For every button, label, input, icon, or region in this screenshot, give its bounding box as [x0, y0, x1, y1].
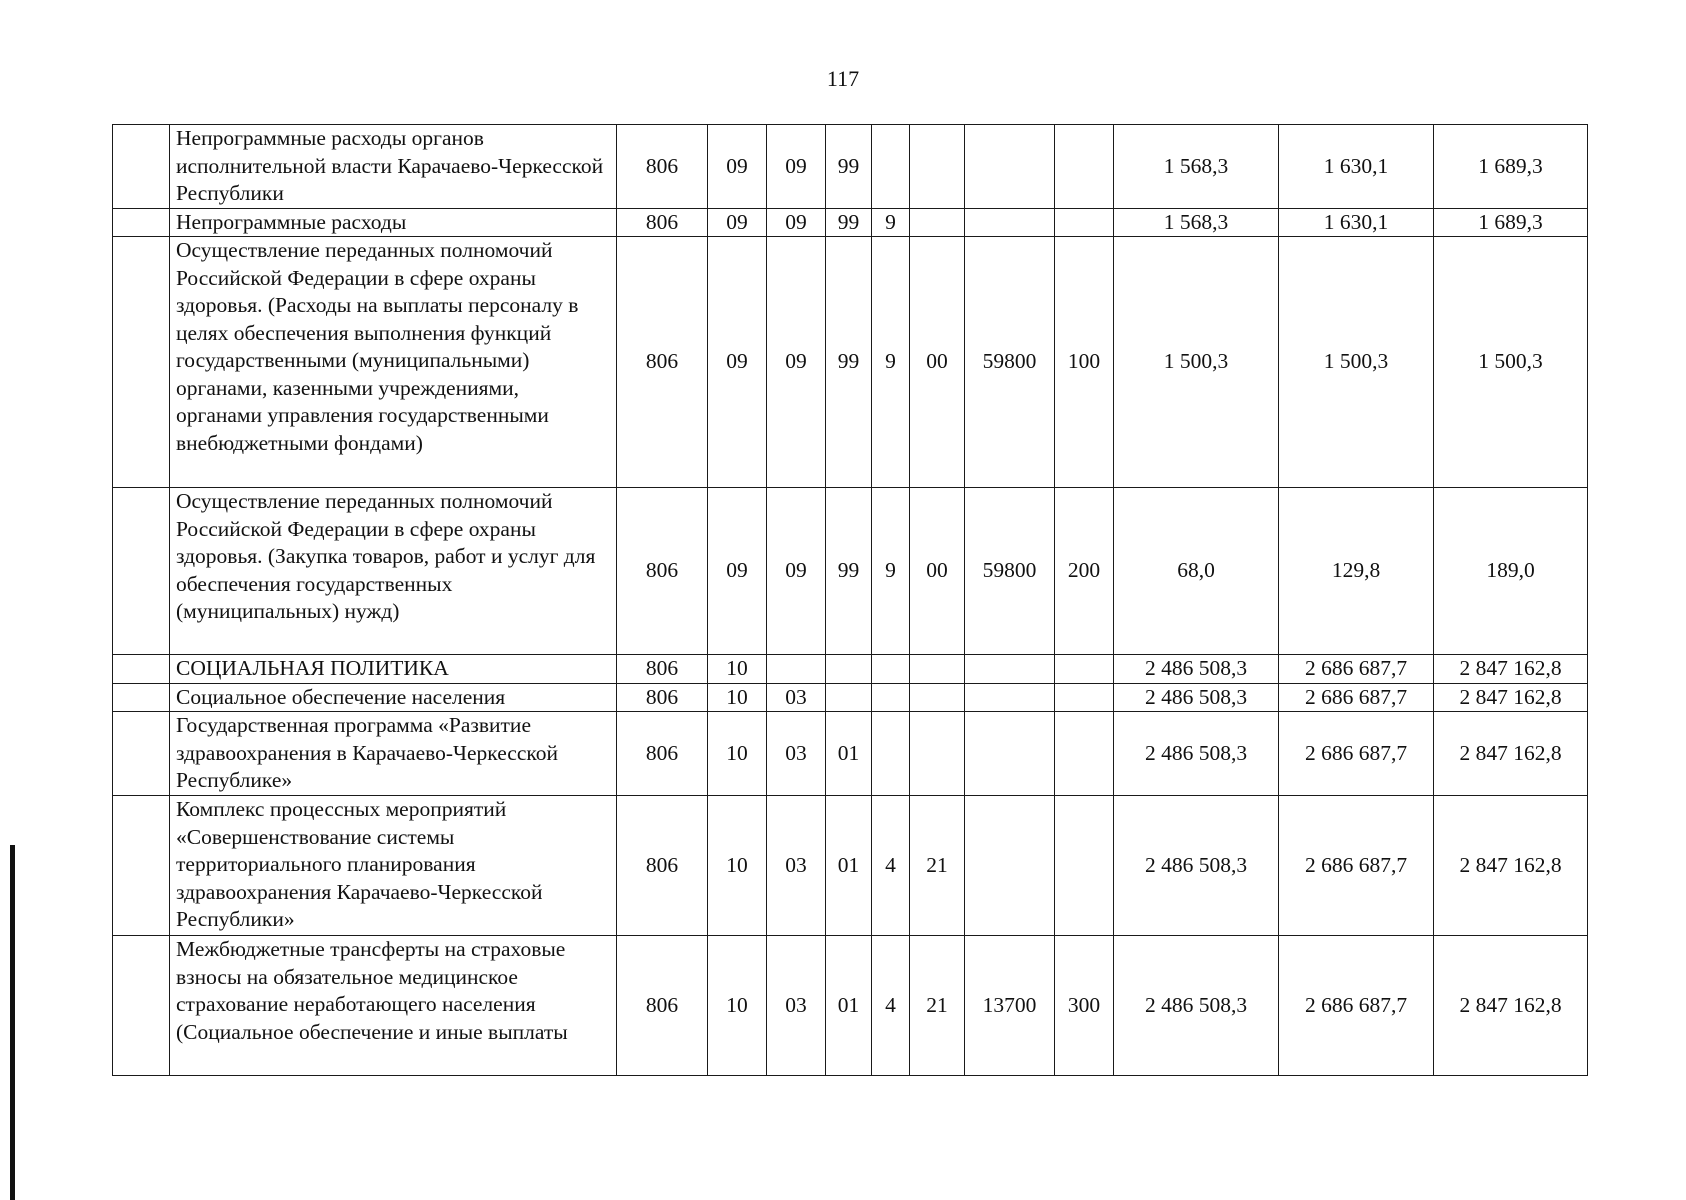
code-cell: 10: [708, 683, 767, 712]
code-cell: 99: [826, 208, 872, 237]
amount-cell: 2 847 162,8: [1434, 655, 1588, 684]
amount-cell: 2 686 687,7: [1279, 712, 1434, 796]
amount-cell: 1 689,3: [1434, 125, 1588, 209]
amount-cell: 2 686 687,7: [1279, 936, 1434, 1076]
code-cell: [1055, 208, 1114, 237]
code-cell: [767, 655, 826, 684]
code-cell: 01: [826, 936, 872, 1076]
amount-cell: 1 689,3: [1434, 208, 1588, 237]
code-cell: [1055, 796, 1114, 936]
code-cell: [965, 125, 1055, 209]
row-index-cell: [113, 488, 170, 655]
code-cell: [910, 655, 965, 684]
row-index-cell: [113, 655, 170, 684]
row-index-cell: [113, 208, 170, 237]
code-cell: [965, 712, 1055, 796]
code-cell: 99: [826, 125, 872, 209]
amount-cell: 2 686 687,7: [1279, 683, 1434, 712]
amount-cell: 1 500,3: [1434, 237, 1588, 488]
table-row: [113, 936, 1588, 1076]
code-cell: 806: [617, 488, 708, 655]
amount-cell: 2 486 508,3: [1114, 936, 1279, 1076]
code-cell: 09: [708, 125, 767, 209]
code-cell: [872, 712, 910, 796]
code-cell: 300: [1055, 936, 1114, 1076]
amount-cell: 2 686 687,7: [1279, 796, 1434, 936]
code-cell: [1055, 125, 1114, 209]
row-description: Непрограммные расходы органов исполнительной власти Карачаево-Черкесской Республики: [170, 125, 617, 209]
code-cell: [1055, 655, 1114, 684]
amount-cell: 2 847 162,8: [1434, 683, 1588, 712]
row-description: Социальное обеспечение населения: [170, 683, 617, 712]
code-cell: 9: [872, 208, 910, 237]
amount-cell: 2 486 508,3: [1114, 712, 1279, 796]
code-cell: 21: [910, 936, 965, 1076]
row-description: Осуществление переданных полномочий Российской Федерации в сфере охраны здоровья. (Расходы на выплаты персоналу в целях обеспечения выполнения функций государственными (муниципальными) органами, казенными учреждениями, органами управления государственными внебюджетными фондами): [170, 237, 617, 488]
code-cell: 59800: [965, 488, 1055, 655]
code-cell: 01: [826, 712, 872, 796]
amount-cell: 2 486 508,3: [1114, 683, 1279, 712]
code-cell: [872, 125, 910, 209]
amount-cell: 2 486 508,3: [1114, 655, 1279, 684]
row-description: Осуществление переданных полномочий Российской Федерации в сфере охраны здоровья. (Закупка товаров, работ и услуг для обеспечения государственных (муниципальных) нужд): [170, 488, 617, 655]
row-description: Межбюджетные трансферты на страховые взносы на обязательное медицинское страхование неработающего населения (Социальное обеспечение и иные выплаты: [170, 936, 617, 1076]
code-cell: 806: [617, 655, 708, 684]
row-index-cell: [113, 712, 170, 796]
scan-edge-mark: [10, 845, 15, 1200]
code-cell: 806: [617, 683, 708, 712]
code-cell: 806: [617, 712, 708, 796]
code-cell: [1055, 712, 1114, 796]
code-cell: [1055, 683, 1114, 712]
code-cell: 03: [767, 712, 826, 796]
code-cell: [965, 655, 1055, 684]
code-cell: 806: [617, 237, 708, 488]
amount-cell: 129,8: [1279, 488, 1434, 655]
code-cell: 09: [708, 488, 767, 655]
table-row: [113, 237, 1588, 488]
row-description: Государственная программа «Развитие здравоохранения в Карачаево-Черкесской Республике»: [170, 712, 617, 796]
code-cell: [965, 683, 1055, 712]
amount-cell: 2 847 162,8: [1434, 936, 1588, 1076]
table-row: [113, 208, 1588, 237]
amount-cell: 2 486 508,3: [1114, 796, 1279, 936]
code-cell: [910, 125, 965, 209]
code-cell: 00: [910, 488, 965, 655]
code-cell: [910, 683, 965, 712]
row-index-cell: [113, 683, 170, 712]
code-cell: 99: [826, 488, 872, 655]
code-cell: [910, 712, 965, 796]
row-index-cell: [113, 936, 170, 1076]
table-row: [113, 655, 1588, 684]
code-cell: 13700: [965, 936, 1055, 1076]
code-cell: 09: [767, 237, 826, 488]
code-cell: 806: [617, 208, 708, 237]
code-cell: [872, 655, 910, 684]
code-cell: 01: [826, 796, 872, 936]
page-number: 117: [826, 66, 860, 91]
code-cell: 00: [910, 237, 965, 488]
row-description: Комплекс процессных мероприятий «Совершенствование системы территориального планирования здравоохранения Карачаево-Черкесской Республики»: [170, 796, 617, 936]
code-cell: 806: [617, 936, 708, 1076]
code-cell: 100: [1055, 237, 1114, 488]
code-cell: [826, 683, 872, 712]
row-description: СОЦИАЛЬНАЯ ПОЛИТИКА: [170, 655, 617, 684]
code-cell: 10: [708, 655, 767, 684]
row-index-cell: [113, 796, 170, 936]
amount-cell: 1 630,1: [1279, 125, 1434, 209]
code-cell: 03: [767, 936, 826, 1076]
table-row: [113, 683, 1588, 712]
code-cell: 9: [872, 237, 910, 488]
code-cell: 09: [767, 208, 826, 237]
code-cell: [965, 208, 1055, 237]
code-cell: 09: [708, 237, 767, 488]
amount-cell: 1 630,1: [1279, 208, 1434, 237]
amount-cell: 1 500,3: [1279, 237, 1434, 488]
amount-cell: 189,0: [1434, 488, 1588, 655]
code-cell: [872, 683, 910, 712]
code-cell: 806: [617, 796, 708, 936]
budget-table: [112, 124, 1588, 1076]
amount-cell: 1 500,3: [1114, 237, 1279, 488]
code-cell: 4: [872, 936, 910, 1076]
table-row: [113, 125, 1588, 209]
row-index-cell: [113, 125, 170, 209]
code-cell: 99: [826, 237, 872, 488]
amount-cell: 68,0: [1114, 488, 1279, 655]
code-cell: 9: [872, 488, 910, 655]
amount-cell: 1 568,3: [1114, 208, 1279, 237]
code-cell: [826, 655, 872, 684]
code-cell: 10: [708, 936, 767, 1076]
code-cell: 09: [767, 488, 826, 655]
amount-cell: 2 847 162,8: [1434, 796, 1588, 936]
amount-cell: 2 847 162,8: [1434, 712, 1588, 796]
table-row: [113, 712, 1588, 796]
amount-cell: 2 686 687,7: [1279, 655, 1434, 684]
table-row: [113, 488, 1588, 655]
table-body: [113, 125, 1588, 1076]
code-cell: 10: [708, 796, 767, 936]
code-cell: 03: [767, 683, 826, 712]
row-description: Непрограммные расходы: [170, 208, 617, 237]
code-cell: 09: [708, 208, 767, 237]
code-cell: [965, 796, 1055, 936]
code-cell: 4: [872, 796, 910, 936]
code-cell: 200: [1055, 488, 1114, 655]
code-cell: 10: [708, 712, 767, 796]
code-cell: [910, 208, 965, 237]
table-row: [113, 796, 1588, 936]
code-cell: 21: [910, 796, 965, 936]
code-cell: 09: [767, 125, 826, 209]
code-cell: 59800: [965, 237, 1055, 488]
amount-cell: 1 568,3: [1114, 125, 1279, 209]
row-index-cell: [113, 237, 170, 488]
code-cell: 806: [617, 125, 708, 209]
code-cell: 03: [767, 796, 826, 936]
